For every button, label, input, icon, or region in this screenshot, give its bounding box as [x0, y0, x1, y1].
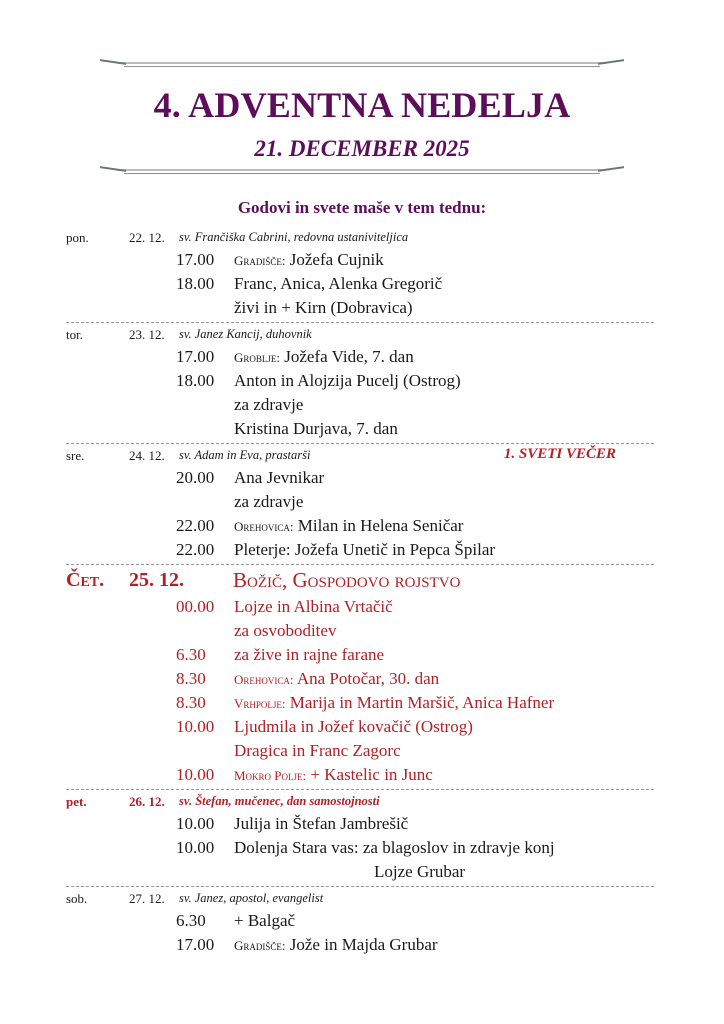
- feast: sv. Adam in Eva, prastarši: [179, 448, 311, 462]
- mass-text: za osvoboditev: [234, 621, 337, 640]
- mass-text: Marija in Martin Maršič, Anica Hafner: [289, 693, 555, 712]
- day-name: sob.: [66, 891, 88, 906]
- mass-place: Groblje:: [234, 350, 281, 365]
- feast: Božič, Gospodovo rojstvo: [233, 568, 461, 592]
- mass-time: 10.00: [176, 765, 215, 784]
- mass-time: 20.00: [176, 468, 215, 487]
- feast: sv. Janez Kancij, duhovnik: [179, 327, 312, 341]
- mass-entry: [66, 466, 654, 490]
- mass-text: Kristina Durjava, 7. dan: [234, 419, 398, 438]
- decorative-top-rule: [100, 60, 624, 70]
- mass-entry: [66, 691, 654, 715]
- mass-time: 17.00: [176, 250, 215, 269]
- mass-time: 18.00: [176, 371, 215, 390]
- mass-place: Mokro Polje:: [234, 768, 307, 783]
- mass-text: Lojze Grubar: [374, 862, 466, 881]
- mass-time: 22.00: [176, 516, 215, 535]
- mass-text: Jožefa Vide, 7. dan: [284, 347, 414, 366]
- mass-entry: [66, 490, 654, 514]
- feast: sv. Štefan, mučenec, dan samostojnosti: [179, 794, 380, 808]
- mass-text: za zdravje: [234, 492, 304, 511]
- mass-entry: [66, 345, 654, 369]
- mass-place: Gradišče:: [234, 253, 286, 268]
- day-name: tor.: [66, 327, 83, 342]
- page-title: 4. ADVENTNA NEDELJA: [153, 85, 571, 125]
- mass-text: + Balgač: [234, 911, 296, 930]
- mass-time: 10.00: [176, 814, 215, 833]
- day-date: 22. 12.: [129, 230, 165, 245]
- mass-entry: [66, 393, 654, 417]
- mass-text: Dragica in Franc Zagorc: [234, 741, 401, 760]
- day-date: 24. 12.: [129, 448, 165, 463]
- mass-time: 6.30: [176, 911, 206, 930]
- mass-text: Dolenja Stara vas: za blagoslov in zdravje konj: [234, 838, 555, 857]
- mass-time: 18.00: [176, 274, 215, 293]
- page-date: 21. DECEMBER 2025: [254, 136, 470, 161]
- mass-time: 22.00: [176, 540, 215, 559]
- mass-entry: [66, 739, 654, 763]
- day-date: 23. 12.: [129, 327, 165, 342]
- day-saturday: [66, 887, 654, 959]
- mass-place: Orehovica:: [234, 672, 294, 687]
- mass-text: Franc, Anica, Alenka Gregorič: [234, 274, 443, 293]
- mass-entry: [66, 667, 654, 691]
- mass-text: Anton in Alojzija Pucelj (Ostrog): [234, 371, 461, 390]
- mass-time: 6.30: [176, 645, 206, 664]
- mass-entry: [66, 369, 654, 393]
- mass-place: Orehovica:: [234, 519, 294, 534]
- day-monday: [66, 226, 654, 323]
- day-friday: [66, 790, 654, 887]
- mass-text: Jožefa Cujnik: [289, 250, 384, 269]
- mass-time: 10.00: [176, 717, 215, 736]
- mass-entry: [66, 933, 654, 957]
- mass-text: Ana Jevnikar: [234, 468, 325, 487]
- mass-text: Ljudmila in Jožef kovačič (Ostrog): [234, 717, 473, 736]
- mass-entry: [66, 715, 654, 739]
- christmas-eve-note: 1. SVETI VEČER: [503, 446, 616, 462]
- mass-entry: [66, 538, 654, 562]
- mass-place: Vrhpolje:: [234, 696, 286, 711]
- day-name: sre.: [66, 448, 85, 463]
- day-date: 25. 12.: [129, 569, 184, 591]
- mass-entry: [66, 812, 654, 836]
- feast: sv. Frančiška Cabrini, redovna ustaniviteljica: [179, 230, 409, 244]
- mass-time: 17.00: [176, 347, 215, 366]
- day-name: pon.: [66, 230, 89, 245]
- mass-entry: [66, 763, 654, 787]
- day-name: Čet.: [66, 569, 105, 591]
- mass-entry: [66, 296, 654, 320]
- mass-text: Ana Potočar, 30. dan: [296, 669, 440, 688]
- mass-text: Lojze in Albina Vrtačič: [234, 597, 393, 616]
- mass-time: 8.30: [176, 693, 206, 712]
- section-heading: Godovi in svete maše v tem tednu:: [237, 198, 487, 217]
- mass-entry: [66, 417, 654, 441]
- mass-text: + Kastelic in Junc: [310, 765, 433, 784]
- mass-entry: [66, 909, 654, 933]
- mass-entry: [66, 248, 654, 272]
- day-tuesday: [66, 323, 654, 444]
- day-wednesday: [66, 444, 654, 565]
- mass-text: Julija in Štefan Jambrešič: [234, 814, 409, 833]
- mass-time: 17.00: [176, 935, 215, 954]
- feast: sv. Janez, apostol, evangelist: [179, 891, 324, 905]
- day-date: 26. 12.: [129, 794, 165, 809]
- weekly-schedule: [66, 226, 654, 959]
- mass-text: za zdravje: [234, 395, 304, 414]
- mass-entry: [66, 836, 654, 860]
- mass-entry: [66, 643, 654, 667]
- day-name: pet.: [66, 794, 87, 809]
- mass-text: živi in + Kirn (Dobravica): [234, 298, 413, 317]
- mass-text: Jože in Majda Grubar: [289, 935, 438, 954]
- mass-entry: [66, 272, 654, 296]
- mass-text: Pleterje: Jožefa Unetič in Pepca Špilar: [234, 540, 496, 559]
- decorative-bottom-rule: [100, 167, 624, 177]
- mass-entry: [66, 595, 654, 619]
- mass-place: Gradišče:: [234, 938, 286, 953]
- mass-text: za žive in rajne farane: [234, 645, 385, 664]
- mass-entry: [66, 619, 654, 643]
- day-thursday-christmas: [66, 565, 654, 790]
- mass-time: 8.30: [176, 669, 206, 688]
- mass-text: Milan in Helena Seničar: [297, 516, 464, 535]
- mass-time: 10.00: [176, 838, 215, 857]
- mass-time: 00.00: [176, 597, 215, 616]
- mass-entry: [66, 514, 654, 538]
- mass-entry: [66, 860, 654, 884]
- day-date: 27. 12.: [129, 891, 165, 906]
